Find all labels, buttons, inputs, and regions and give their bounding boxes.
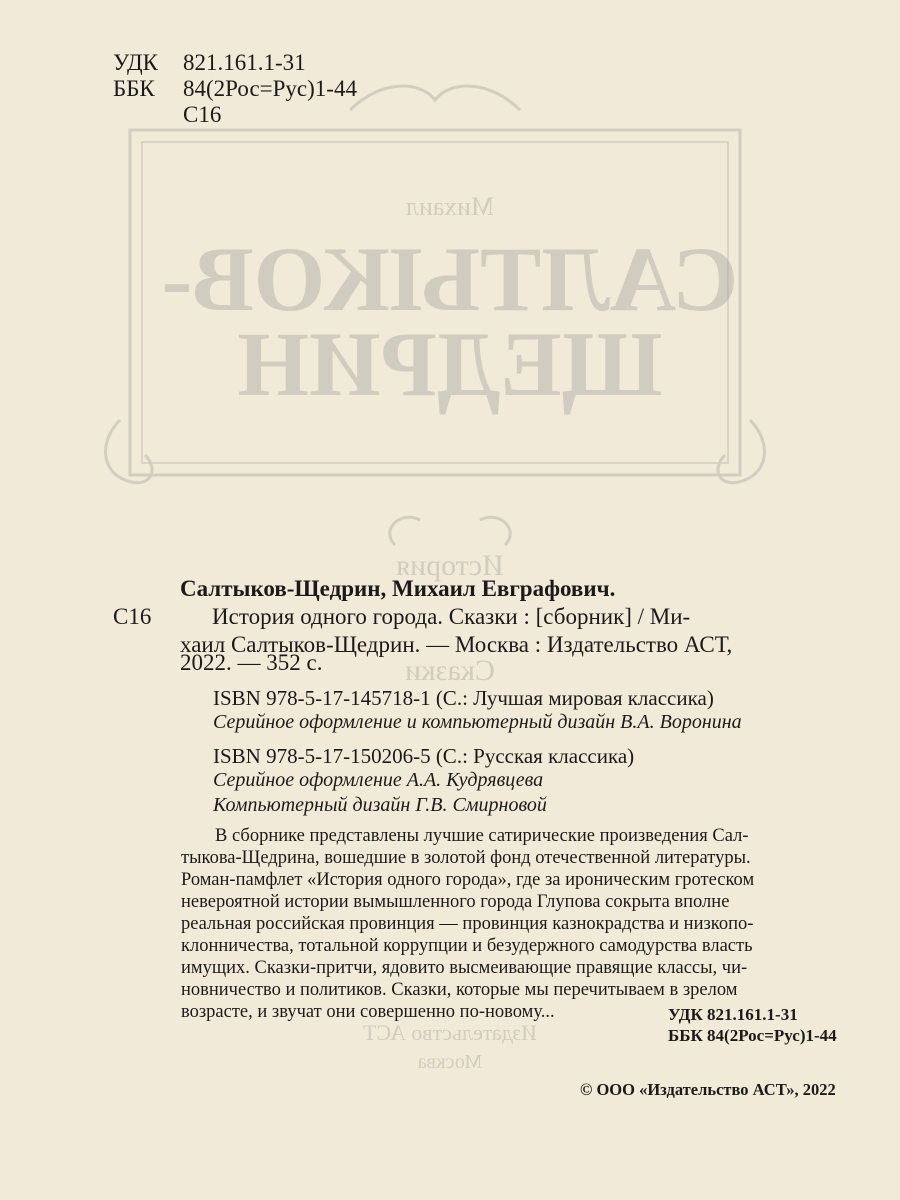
annotation-line-8: новничество и политиков. Сказки, которые мы перечитываем в зрелом [181,980,738,1000]
annotation-line-1: В сборнике представлены лучшие сатирические произведения Сал- [215,826,749,846]
svg-text:История: История [396,549,504,582]
udk-line [113,50,306,76]
author-heading: Салтыков-Щедрин, Михаил Евграфович. [180,576,616,601]
credit-1-1: Серийное оформление и компьютерный дизайн В.А. Воронина [213,711,742,733]
author-mark-entry: С16 [113,604,152,629]
isbn-1: ISBN 978-5-17-145718-1 (С.: Лучшая мировая классика) [213,686,714,710]
svg-text:Издательство АСТ: Издательство АСТ [363,1020,537,1045]
bbk-label: ББК [113,76,155,101]
copyright-line: © ООО «Издательство АСТ», 2022 [580,1080,836,1099]
annotation-line-6: клонничества, тотальной коррупции и безудержного самодурства власть [181,936,753,956]
author-mark-top: С16 [183,102,222,127]
entry-line-3: 2022. — 352 с. [180,650,323,675]
annotation-line-9: возрасте, и звучат они совершенно по-новому... [181,1002,555,1022]
udk-value: 821.161.1-31 [183,50,306,75]
credit-2-2: Компьютерный дизайн Г.В. Смирновой [213,794,547,816]
bottom-udk: УДК 821.161.1-31 [668,1005,798,1024]
annotation-line-4: невероятной истории вымышленного города Глупова сокрыта вполне [181,892,730,912]
annotation-line-7: имущих. Сказки-притчи, ядовито высмеивающие правящие классы, чи- [181,958,748,978]
annotation-line-5: реальная российская провинция — провинция казнокрадства и низкопо- [181,914,754,934]
udk-label: УДК [113,50,158,75]
entry-line-1: История одного города. Сказки : [сборник] / Ми- [212,604,691,629]
bottom-bbk: ББК 84(2Рос=Рус)1-44 [668,1026,837,1045]
annotation-line-2: тыкова-Щедрина, вошедшие в золотой фонд отечественной литературы. [181,848,751,868]
svg-text:Михаил: Михаил [405,192,495,221]
bbk-value: 84(2Рос=Рус)1-44 [183,76,357,101]
annotation-line-3: Роман-памфлет «История одного города», где за ироническим гротеском [181,870,755,890]
isbn-2: ISBN 978-5-17-150206-5 (С.: Русская классика) [213,744,635,768]
svg-text:САЛТЫКОВ-: САЛТЫКОВ- [161,228,739,330]
svg-text:ЩЕДРИН: ЩЕДРИН [237,313,663,415]
svg-text:Москва: Москва [417,1051,483,1073]
svg-text:Сказки: Сказки [405,654,495,687]
bbk-line [113,76,357,102]
entry-line-2: хаил Салтыков-Щедрин. — Москва : Издательство АСТ, [180,632,733,657]
credit-2-1: Серийное оформление А.А. Кудрявцева [213,769,544,791]
